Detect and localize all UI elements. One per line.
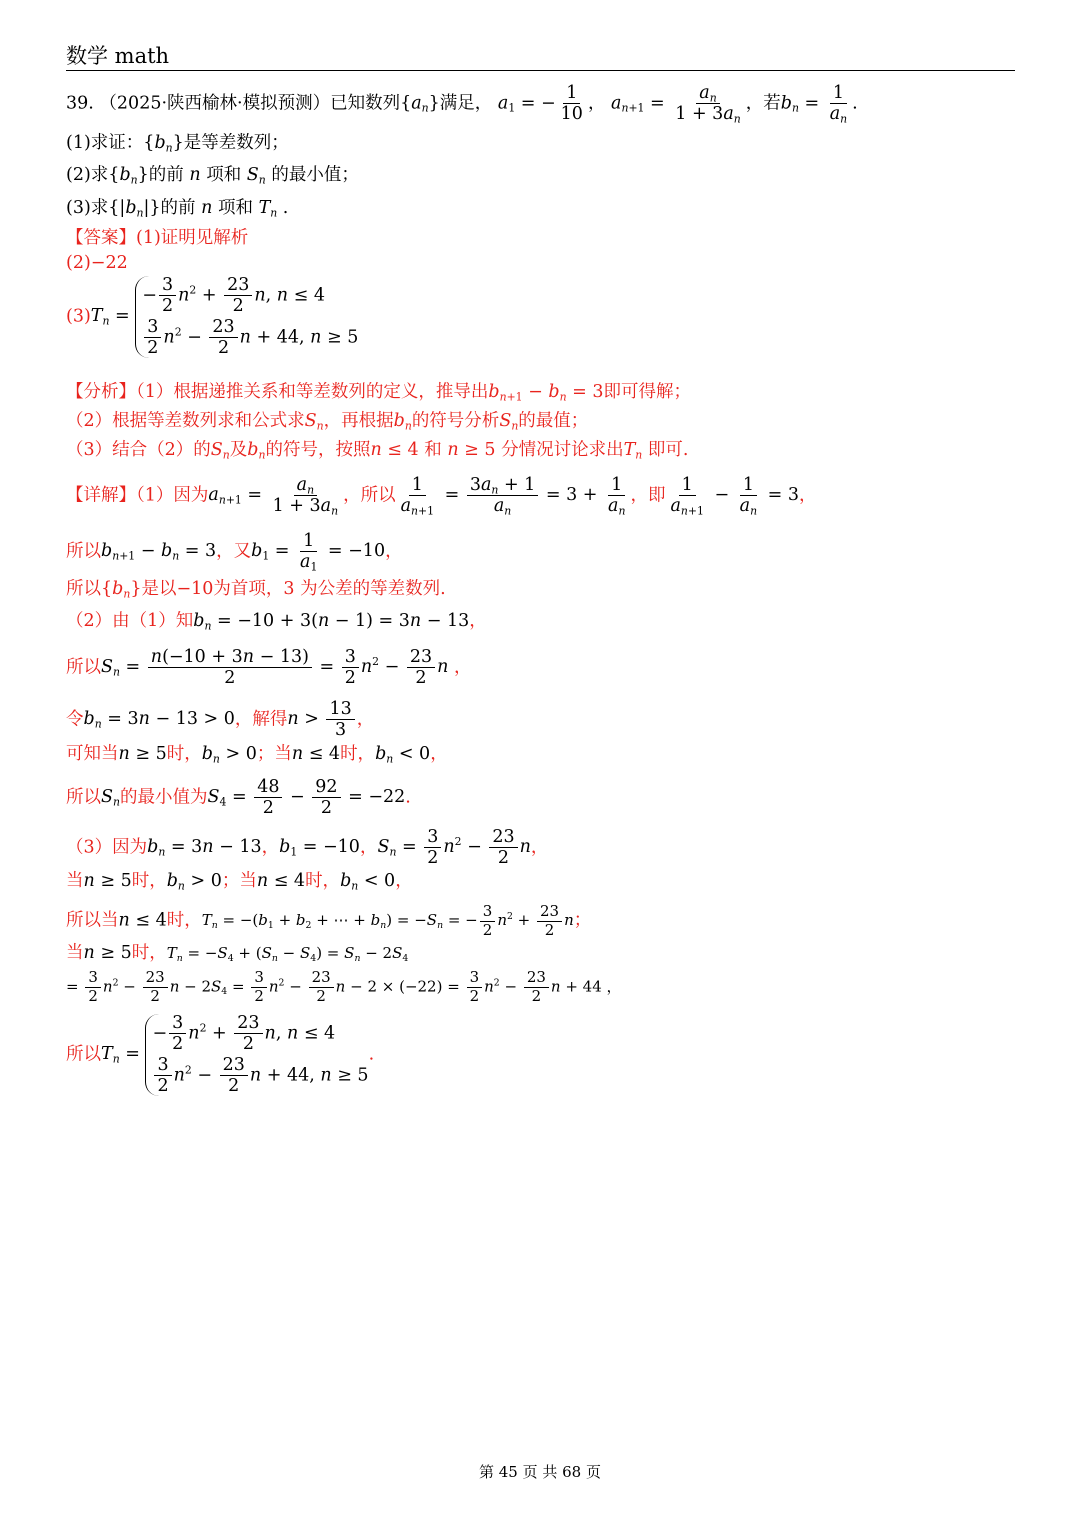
detail-line-1: 【详解】（1）因为$a_{n+1}$ = $\frac{a_n}{1 + 3a_n}$ ，所以 $\frac{1}{a_{n+1}}$ = $\frac{3a_n + 1}{a_n}$ = 3 + $\frac{1}{a_n}$ ，即 $\frac{1}{a_{n+1}}$ − $\frac{1}{a_n}$ = 3，: [66, 475, 817, 518]
detail-line-8: 所以$S_n$的最小值为$S_4$ = $\frac{48}{2}$ − $\frac{92}{2}$ = −22.: [66, 777, 411, 819]
detail-line-11: 所以当n ≤ 4时，$T_n = -(b_1 + b_2$ + ⋯ + $b_n) = -S_n$ = − $\frac{3}{2}$ $n^2$ + $\frac{23}{2}$ n；: [66, 902, 592, 939]
detail-line-12: 当n ≥ 5时，$T_n = -S_4 + (S_n - S_4) = S_n - 2S_4$: [66, 943, 409, 964]
detail-line-2: 所以$b_{n+1} - b_n = 3$，又$b_1$ = $\frac{1}{a_1}$ = −10，: [66, 531, 403, 574]
question-source: （2025·陕西榆林·模拟预测）已知数列: [99, 93, 401, 114]
question-line: 39. （2025·陕西榆林·模拟预测）已知数列$\{a_n\}$满足， $a_1$ = − $\frac{1}{10}$ ， $a_{n+1}$ = $\frac{a_n}{1 + 3a_n}$ ，若$b_n$ = $\frac{1}{a_n}$ .: [66, 83, 858, 126]
answer-part-3: $(3)T_n$ = − $\frac{3}{2}$ $n^2$ + $\frac{23}{2}$ n, n ≤ 4 $\frac{3}{2}$ $n^2$ − $\frac{23}{2}$ n + 44, n ≥ 5: [66, 275, 359, 359]
question-cond: 满足，: [439, 93, 493, 114]
question-part-3: (3)求$\{|b_n|\}$的前 n 项和 $T_n$ .: [66, 198, 289, 220]
answer-part-2: (2)−22: [66, 253, 128, 273]
question-part-1: (1)求证：$\{b_n\}$是等差数列；: [66, 133, 289, 155]
detail-line-13: = $\frac{3}{2}$ $n^2$ − $\frac{23}{2}$ $n - 2S_4$ = $\frac{3}{2}$ $n^2$ − $\frac{23}{2}$ n − 2 × (−22) = $\frac{3}{2}$ $n^2$ − $\frac{23}{2}$ n + 44 ，: [66, 968, 622, 1005]
answer-label: 【答案】(1)证明见解析: [66, 228, 249, 248]
detail-line-10: 当n ≥ 5时，$b_n > 0$；当n ≤ 4时，$b_n < 0$，: [66, 871, 413, 893]
header-divider: [66, 70, 1015, 71]
detail-line-3: 所以$\{b_n\}$是以−10为首项，3 为公差的等差数列.: [66, 579, 446, 601]
page-footer: 第 45 页 共 68 页: [478, 1463, 601, 1481]
detail-line-7: 可知当n ≥ 5时，$b_n > 0$；当n ≤ 4时，$b_n < 0$，: [66, 744, 448, 766]
question-if: ，若: [745, 93, 781, 114]
analysis-line-3: （3）结合（2）的$S_n$及$b_n$的符号，按照n ≤ 4 和 n ≥ 5 分情况讨论求出$T_n$ 即可.: [66, 440, 689, 462]
page-header-title: 数学 math: [66, 44, 170, 68]
question-number: 39.: [66, 93, 94, 114]
analysis-line-1: 【分析】（1）根据递推关系和等差数列的定义，推导出$b_{n+1} - b_n = 3$即可得解；: [66, 382, 691, 404]
detail-line-6: 令$b_n = 3n - 13 > 0$，解得n > $\frac{13}{3}$ ，: [66, 699, 375, 741]
detail-line-5: 所以$S_n$ = $\frac{n(-10 + 3n - 13)}{2}$ = $\frac{3}{2}$ $n^2$ − $\frac{23}{2}$ n ，: [66, 647, 472, 689]
analysis-line-2: （2）根据等差数列求和公式求$S_n$，再根据$b_n$的符号分析$S_n$的最值；: [66, 411, 589, 433]
detail-line-14: 所以$T_n$ = − $\frac{3}{2}$ $n^2$ + $\frac{23}{2}$ n, n ≤ 4 $\frac{3}{2}$ $n^2$ − $\frac{23}{2}$ n + 44, n ≥ 5 .: [66, 1013, 375, 1097]
detail-line-4: （2）由（1）知$b_n = -10 + 3(n - 1) = 3n - 13$，: [66, 611, 487, 633]
question-part-2: (2)求$\{b_n\}$的前 n 项和 $S_n$ 的最小值；: [66, 165, 359, 187]
detail-line-9: （3）因为$b_n = 3n - 13$，$b_1 = -10$，$S_n$ = $\frac{3}{2}$ $n^2$ − $\frac{23}{2}$ n，: [66, 827, 549, 869]
